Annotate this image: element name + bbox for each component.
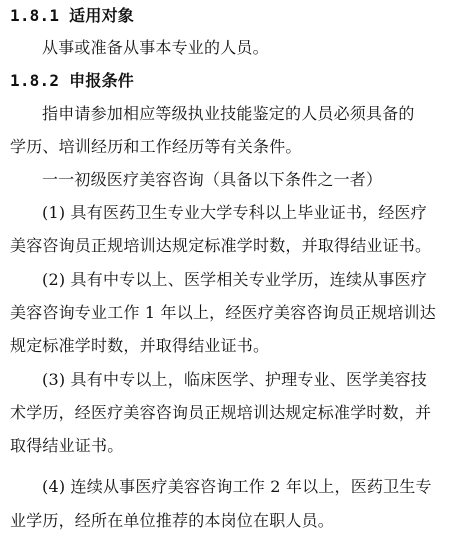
paragraph-line: 学历、培训经历和工作经历等有关条件。 xyxy=(10,137,302,156)
paragraph-line: 指申请参加相应等级执业技能鉴定的人员必须具备的 xyxy=(42,104,415,123)
section-title: 适用对象 xyxy=(69,6,134,25)
condition-3-line: 术学历，经医疗美容咨询员正规培训达规定标准学时数，并 xyxy=(10,403,432,422)
condition-3-line: 取得结业证书。 xyxy=(10,436,124,455)
condition-2-line: 规定标准学时数，并取得结业证书。 xyxy=(10,336,270,355)
condition-2-line: 美容咨询专业工作 1 年以上，经医疗美容咨询员正规培训达 xyxy=(10,303,436,322)
condition-2-line: (2) 具有中专以上、医学相关专业学历，连续从事医疗 xyxy=(42,270,427,289)
section-heading-1-8-1 xyxy=(10,6,134,26)
section-title: 申报条件 xyxy=(69,71,134,90)
condition-4-line: (4) 连续从事医疗美容咨询工作 2 年以上，医药卫生专 xyxy=(42,477,432,496)
section-number: 1.8.1 xyxy=(10,6,60,25)
condition-1-line: (1) 具有医药卫生专业大学专科以上毕业证书，经医疗 xyxy=(42,203,427,222)
section-number: 1.8.2 xyxy=(10,71,60,90)
section-heading-1-8-2 xyxy=(10,71,134,91)
condition-3-line: (3) 具有中专以上，临床医学、护理专业、医学美容技 xyxy=(42,370,427,389)
condition-1-line: 美容咨询员正规培训达规定标准学时数，并取得结业证书。 xyxy=(10,236,432,255)
level-heading: 一一初级医疗美容咨询（具备以下条件之一者） xyxy=(42,170,383,189)
condition-4-line: 业学历，经所在单位推荐的本岗位在职人员。 xyxy=(10,511,335,530)
paragraph-line: 从事或准备从事本专业的人员。 xyxy=(42,38,269,57)
